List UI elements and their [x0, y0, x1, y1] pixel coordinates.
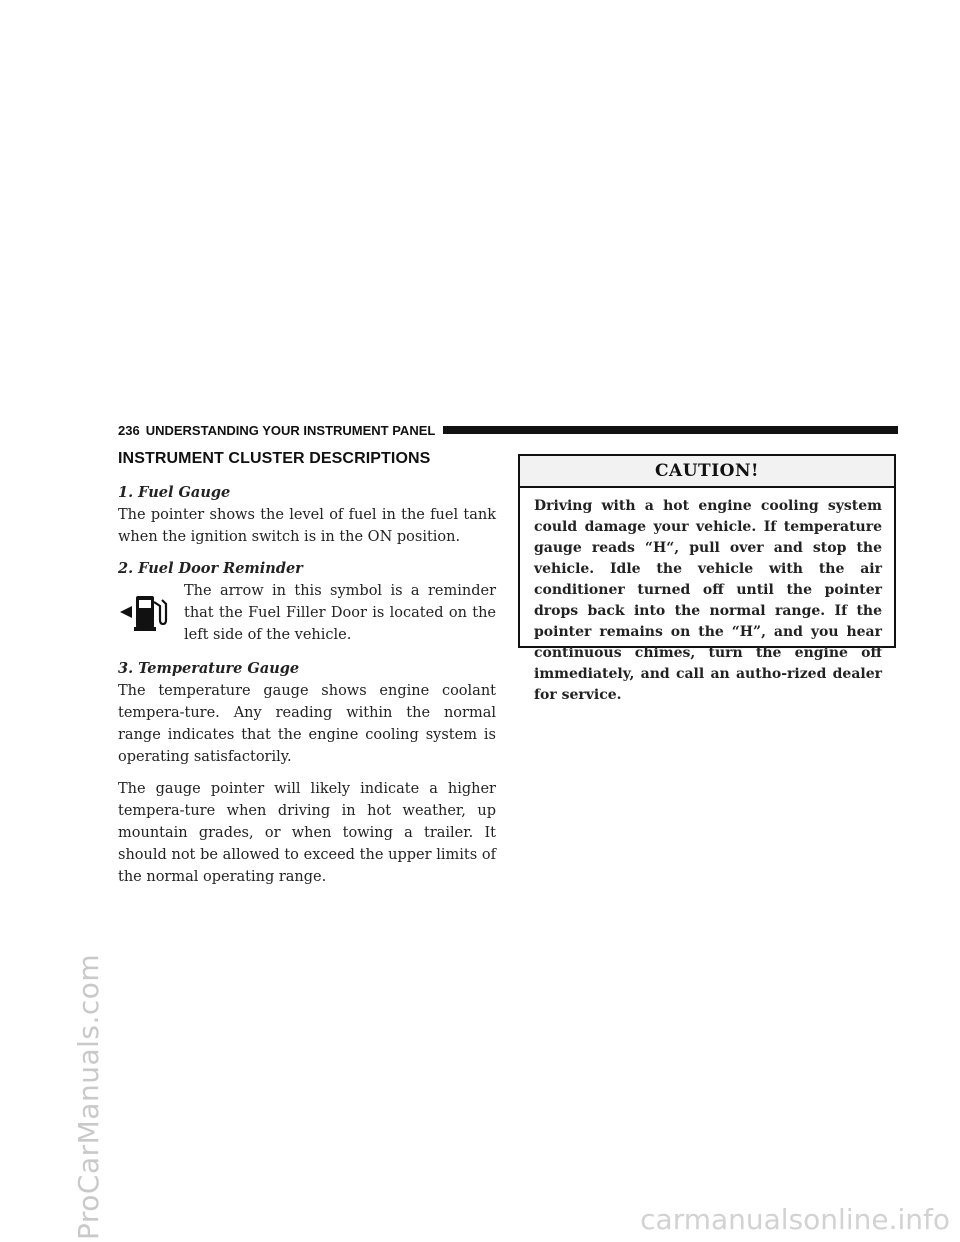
watermark-bottom: carmanualsonline.info	[640, 1203, 950, 1236]
item-heading: 1. Fuel Gauge	[118, 484, 231, 501]
watermark-left: ProCarManuals.com	[72, 953, 105, 1240]
caution-text: Driving with a hot engine cooling system could damage your vehicle. If temperature gauge reads “H“, pull over and stop the vehicle. Idle the vehicle with the air conditioner turned off until the pointer drops back into the normal range. If the pointer remains on the “H”, and you hear continuous chimes, turn the engine off immediately, and call an autho-rized dealer for service.	[534, 498, 882, 703]
header-rule	[443, 426, 898, 434]
paragraph: The gauge pointer will likely indicate a higher tempera-ture when driving in hot weather, up mountain grades, or when towing a trailer. It should not be allowed to exceed the upper limits of the normal operating range.	[118, 781, 496, 885]
paragraph: The pointer shows the level of fuel in the fuel tank when the ignition switch is in the ON position.	[118, 507, 496, 545]
item-fuel-door-reminder	[118, 558, 496, 646]
item-fuel-gauge	[118, 482, 496, 548]
left-column	[118, 450, 496, 898]
page-header	[118, 422, 898, 438]
fuel-pump-left-arrow-icon	[118, 590, 170, 634]
item-heading: 3. Temperature Gauge	[118, 660, 300, 677]
section-title: INSTRUMENT CLUSTER DESCRIPTIONS	[118, 450, 431, 467]
paragraph: The temperature gauge shows engine coolant tempera-ture. Any reading within the normal range indicates that the engine cooling system is operating satisfactorily.	[118, 683, 496, 765]
fuel-door-row	[118, 580, 496, 646]
item-heading: 2. Fuel Door Reminder	[118, 560, 303, 577]
header-title: UNDERSTANDING YOUR INSTRUMENT PANEL	[145, 422, 436, 438]
caution-box	[518, 454, 896, 703]
page-number: 236	[118, 422, 140, 438]
caution-title: CAUTION!	[520, 456, 894, 488]
paragraph: The arrow in this symbol is a reminder that the Fuel Filler Door is located on the left side of the vehicle.	[184, 583, 496, 643]
item-temperature-gauge	[118, 658, 496, 888]
